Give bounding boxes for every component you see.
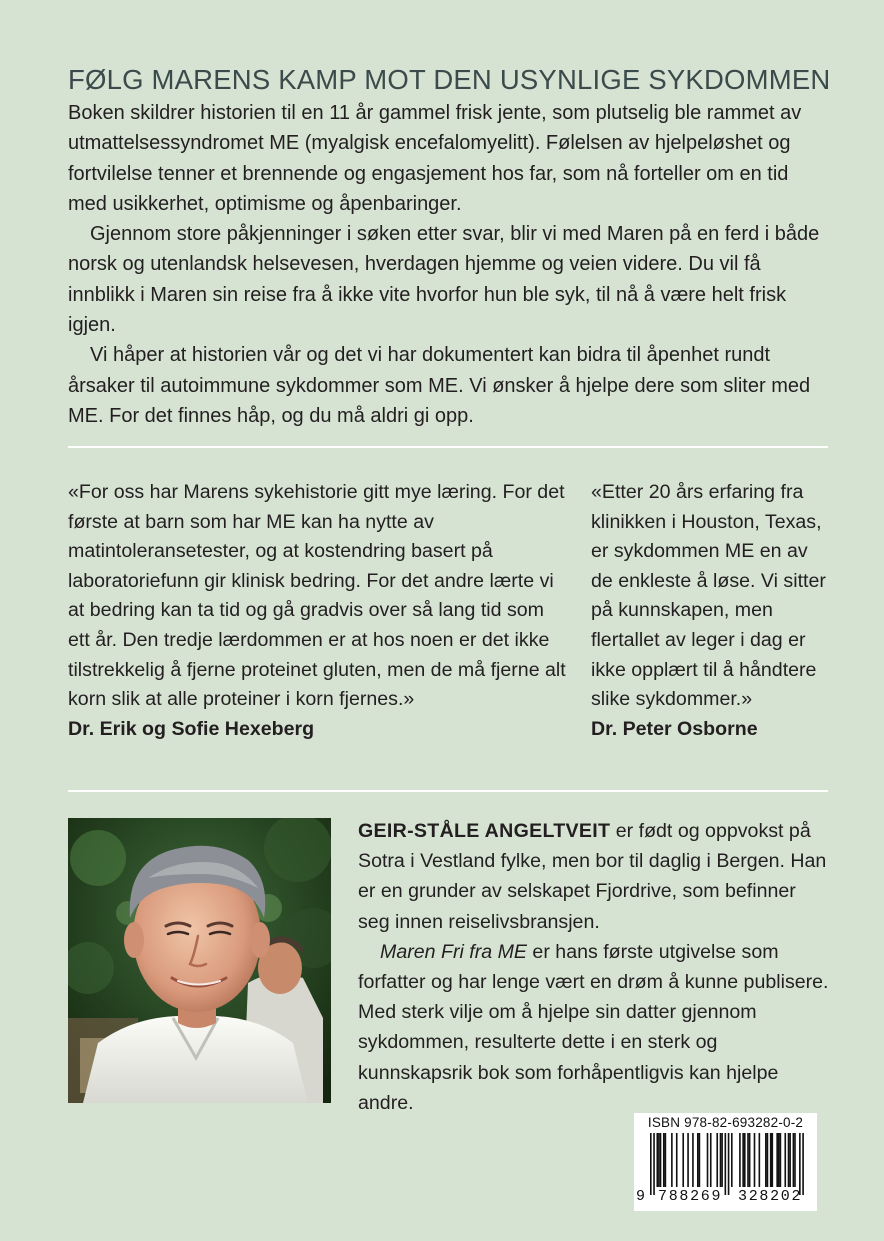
barcode-digits-left: 788269 — [658, 1188, 723, 1205]
barcode-bar — [707, 1133, 709, 1187]
barcode-bar — [663, 1133, 665, 1187]
barcode-bar — [658, 1133, 660, 1187]
barcode-bar — [682, 1133, 684, 1187]
bio-paragraph-1-text: er født og oppvokst på Sotra i Vestland fylke, men bor til daglig i Bergen. Han er en grunder av selskapet Fjordrive, som befinner seg innen reiselivsbransjen. — [358, 820, 827, 933]
barcode-bar — [793, 1133, 795, 1187]
divider-top — [68, 446, 828, 448]
headline: FØLG MARENS KAMP MOT DEN USYNLIGE SYKDOMMEN — [68, 64, 831, 95]
barcode-digit-first: 9 — [636, 1188, 646, 1205]
barcode-bar — [653, 1133, 655, 1195]
quote-right — [591, 478, 831, 744]
book-title: Maren Fri fra ME — [380, 940, 527, 963]
divider-bottom — [68, 790, 828, 792]
quote-right-author: Dr. Peter Osborne — [591, 717, 758, 740]
barcode-bar — [778, 1133, 780, 1187]
barcode-bar — [676, 1133, 678, 1187]
quote-left-author: Dr. Erik og Sofie Hexeberg — [68, 717, 315, 740]
quote-left-text: «For oss har Marens sykehistorie gitt mye læring. For det første at barn som har ME kan ha nytte av matintoleransetester, og at kostendring basert på laboratoriefunn gir klinisk bedring. For det andre lærte vi at bedring kan ta tid og gå gradvis over så lang tid som ett år. Den tredje lærdommen er at hos noen er det ikke tilstrekkelig å fjerne proteinet gluten, men de må fjerne alt korn slik at alle proteiner i korn fjernes.» — [68, 481, 566, 711]
barcode-bar — [802, 1133, 804, 1195]
barcode-bar — [725, 1133, 727, 1195]
barcode-bar — [788, 1133, 790, 1187]
barcode-bar — [660, 1133, 662, 1187]
barcode-bar — [749, 1133, 751, 1187]
quote-left — [68, 478, 568, 744]
barcode-bar — [721, 1133, 723, 1187]
barcode-bar — [789, 1133, 791, 1187]
barcode-bar — [759, 1133, 761, 1187]
bio-paragraph-2 — [358, 937, 830, 1118]
barcode-bar — [650, 1133, 652, 1195]
barcode-bar — [671, 1133, 673, 1187]
bio-paragraph-2-text: er hans første utgivelse som forfatter og har lenge vært en drøm å kunne publisere. Med sterk vilje om å hjelpe sin datter gjennom sykdommen, resulterte dette i en sterk og kunnskapsrik bok som forhåpentligvis kan hjelpe andre. — [358, 940, 829, 1114]
barcode-bar — [742, 1133, 744, 1187]
barcode-bar — [744, 1133, 746, 1187]
barcode-bar — [697, 1133, 699, 1187]
barcode-bar — [784, 1133, 786, 1187]
barcode-bar — [692, 1133, 694, 1187]
author-bio — [358, 816, 830, 1118]
author-portrait-illustration — [68, 818, 331, 1103]
barcode-bar — [765, 1133, 767, 1187]
barcode-bar — [716, 1133, 718, 1187]
author-name: GEIR-STÅLE ANGELTVEIT — [358, 820, 611, 842]
barcode-bar — [780, 1133, 782, 1187]
barcode-bar — [772, 1133, 774, 1187]
intro-text — [68, 98, 828, 431]
barcode-bar — [720, 1133, 722, 1187]
barcode-bar — [656, 1133, 658, 1187]
barcode-bar — [687, 1133, 689, 1187]
barcode-bar — [728, 1133, 730, 1195]
barcode-bar — [754, 1133, 756, 1187]
barcode-bar — [739, 1133, 741, 1187]
author-photo — [68, 818, 331, 1103]
quote-right-text: «Etter 20 års erfaring fra klinikken i Houston, Texas, er sykdommen ME en av de enkleste å løse. Vi sitter på kunnskapen, men flertallet av leger i dag er ikke opplært til å håndtere slike sykdommer.» — [591, 481, 826, 711]
barcode-bar — [731, 1133, 733, 1187]
barcode-bar — [747, 1133, 749, 1187]
barcode-bar — [699, 1133, 701, 1187]
barcode-bar — [710, 1133, 712, 1187]
intro-paragraph-1: Boken skildrer historien til en 11 år gammel frisk jente, som plutselig ble rammet av utmattelsessyndromet ME (myalgisk encefalomyelitt). Følelsen av hjelpeløshet og fortvilelse tenner et brennende og engasjement hos far, som nå forteller om en tid med usikkerhet, optimisme og åpenbaringer. — [68, 102, 802, 215]
intro-paragraph-2: Gjennom store påkjenninger i søken etter svar, blir vi med Maren på en ferd i både norsk og utenlandsk helsevesen, hverdagen hjemme og veien videre. Du vil få innblikk i Maren sin reise fra å ikke vite hvorfor hun ble syk, til nå å være helt frisk igjen. — [68, 223, 820, 337]
isbn-label: ISBN 978-82-693282-0-2 — [647, 1115, 804, 1130]
barcode-bar — [794, 1133, 796, 1187]
barcode-bar — [767, 1133, 769, 1187]
barcode-bar — [770, 1133, 772, 1187]
barcode-digits-right: 328202 — [738, 1188, 803, 1205]
barcode-bar — [665, 1133, 667, 1187]
barcode-bar — [799, 1133, 801, 1195]
barcode-bars — [641, 1133, 811, 1195]
barcode-bar — [776, 1133, 778, 1187]
bio-paragraph-1 — [358, 816, 830, 937]
isbn-barcode — [634, 1113, 817, 1211]
intro-paragraph-3: Vi håper at historien vår og det vi har dokumentert kan bidra til åpenhet rundt årsaker til autoimmune sykdommer som ME. Vi ønsker å hjelpe dere som sliter med ME. For det finnes håp, og du må aldri gi opp. — [68, 344, 811, 427]
